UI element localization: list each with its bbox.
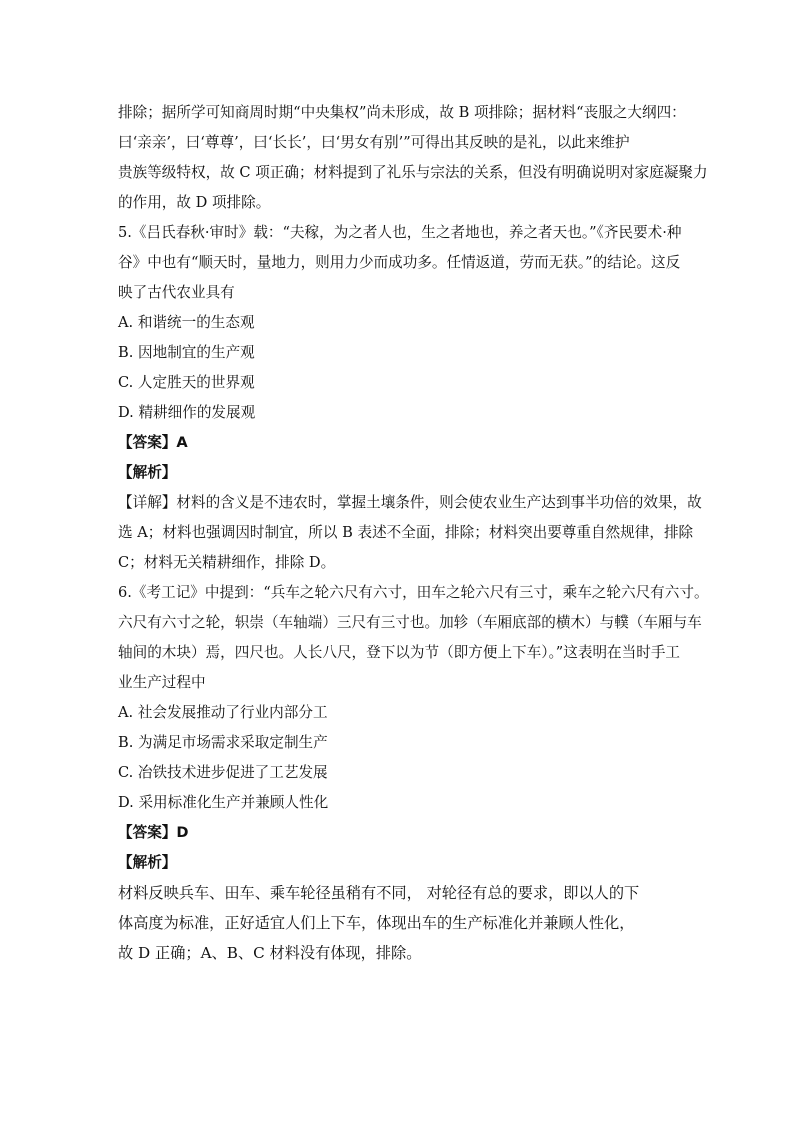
- option-d: D. 精耕细作的发展观: [118, 404, 256, 421]
- answer-label: 【答案】D: [118, 824, 189, 841]
- detail-line: 材料反映兵车、田车、乘车轮径虽稍有不同， 对轮径有总的要求，即以人的下: [118, 884, 640, 902]
- detail-line: C；材料无关精耕细作，排除 D。: [118, 554, 336, 571]
- question-stem-line: 六尺有六寸之轮，轵崇（车轴端）三尺有三寸也。加轸（车厢底部的横木）与轐（车厢与车: [118, 614, 702, 631]
- page-content: [118, 98, 709, 968]
- text-line: 排除；据所学可知商周时期“中央集权”尚未形成，故 B 项排除；据材料“丧服之大纲四：: [118, 104, 686, 121]
- option-a: A. 社会发展推动了行业内部分工: [118, 704, 328, 721]
- question-stem-line: 映了古代农业具有: [118, 284, 235, 301]
- text-line: 的作用，故 D 项排除。: [118, 194, 271, 211]
- question-stem-line: 5.《吕氏春秋·审时》载：“夫稼，为之者人也，生之者地也，养之者天也。”《齐民要术·种: [118, 224, 682, 241]
- detail-line: 故 D 正确；A、B、C 材料没有体现，排除。: [118, 944, 422, 962]
- question-stem-line: 6.《考工记》中提到：“兵车之轮六尺有六寸，田车之轮六尺有三寸，乘车之轮六尺有六寸。: [118, 584, 709, 601]
- question-6: [118, 578, 709, 968]
- question-stem-line: 业生产过程中: [118, 674, 206, 691]
- option-c: C. 人定胜天的世界观: [118, 374, 255, 391]
- option-b: B. 为满足市场需求采取定制生产: [118, 734, 328, 751]
- text-line: 贵族等级特权，故 C 项正确；材料提到了礼乐与宗法的关系，但没有明确说明对家庭凝聚力: [118, 164, 708, 181]
- option-b: B. 因地制宜的生产观: [118, 344, 255, 361]
- question-5: [118, 218, 702, 578]
- detail-line: 体高度为标准，正好适宜人们上下车，体现出车的生产标准化并兼顾人性化，: [118, 914, 635, 932]
- text-line: 曰‘亲亲’，曰‘尊尊’，曰‘长长’，曰‘男女有别’”可得出其反映的是礼，以此来维护: [118, 134, 630, 151]
- detail-line: 选 A；材料也强调因时制宜，所以 B 表述不全面，排除；材料突出要尊重自然规律，排除: [118, 524, 694, 541]
- option-c: C. 冶铁技术进步促进了工艺发展: [118, 764, 328, 781]
- analysis-header: 【解析】: [118, 464, 177, 481]
- option-d: D. 采用标准化生产并兼顾人性化: [118, 794, 329, 811]
- question-stem-line: 轴间的木块）焉，四尺也。人长八尺，登下以为节（即方便上下车）。”这表明在当时手工: [118, 644, 681, 661]
- answer-label: 【答案】A: [118, 434, 188, 451]
- previous-analysis: [118, 98, 708, 218]
- detail-line: 【详解】材料的含义是不违农时，掌握土壤条件，则会使农业生产达到事半功倍的效果，故: [118, 494, 702, 511]
- question-stem-line: 谷》中也有“顺天时，量地力，则用力少而成功多。任情返道，劳而无获。”的结论。这反: [118, 254, 681, 271]
- analysis-header: 【解析】: [118, 854, 177, 871]
- option-a: A. 和谐统一的生态观: [118, 314, 255, 331]
